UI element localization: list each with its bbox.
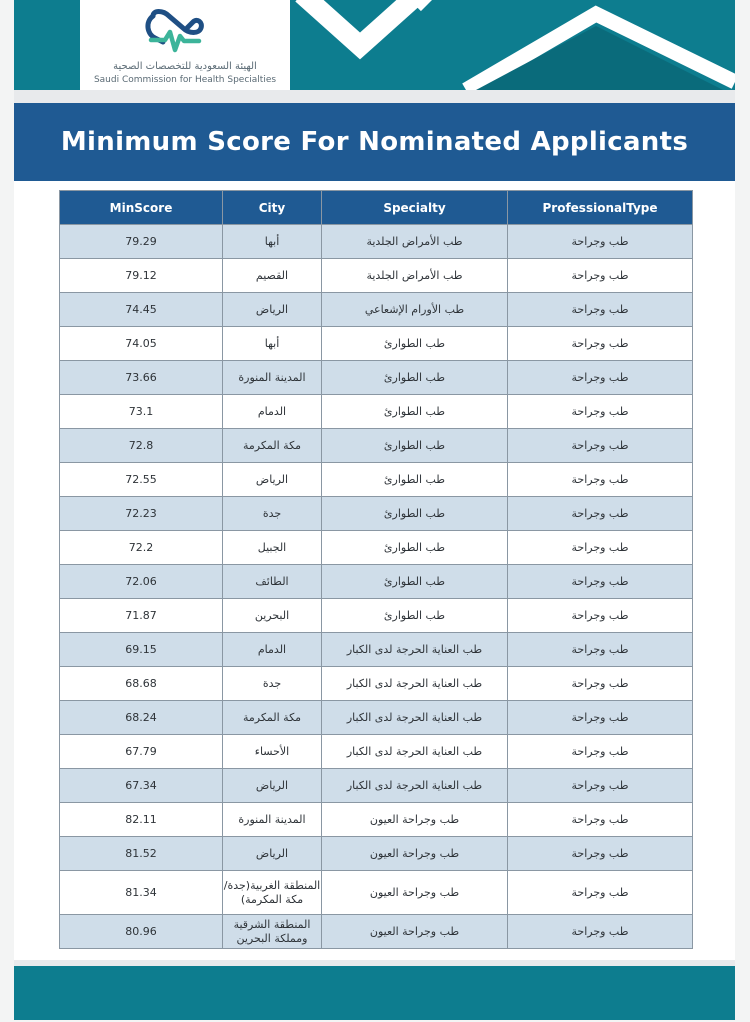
cell-professional-type: طب وجراحة — [508, 225, 693, 259]
cell-minscore: 82.11 — [60, 803, 223, 837]
cell-professional-type: طب وجراحة — [508, 565, 693, 599]
table-row — [60, 871, 693, 915]
cell-specialty: طب الطوارئ — [322, 531, 508, 565]
table-row — [60, 463, 693, 497]
cell-professional-type: طب وجراحة — [508, 429, 693, 463]
table-row — [60, 769, 693, 803]
table-row — [60, 225, 693, 259]
cell-city: المنطقة الشرقية ومملكة البحرين — [223, 915, 322, 949]
cell-minscore: 74.45 — [60, 293, 223, 327]
cell-specialty: طب الطوارئ — [322, 361, 508, 395]
cell-minscore: 67.34 — [60, 769, 223, 803]
cell-minscore: 72.55 — [60, 463, 223, 497]
cell-city: الجبيل — [223, 531, 322, 565]
table-header-row — [60, 191, 693, 225]
page-title: Minimum Score For Nominated Applicants — [60, 127, 689, 157]
cell-minscore: 73.1 — [60, 395, 223, 429]
header-city: City — [223, 191, 322, 225]
cell-specialty: طب الطوارئ — [322, 327, 508, 361]
table-row — [60, 259, 693, 293]
cell-city: مكة المكرمة — [223, 429, 322, 463]
cell-specialty: طب العناية الحرجة لدى الكبار — [322, 769, 508, 803]
cell-professional-type: طب وجراحة — [508, 293, 693, 327]
cell-city: الرياض — [223, 463, 322, 497]
cell-city: المنطقة الغربية(جدة/مكة المكرمة) — [223, 871, 322, 915]
table-row — [60, 327, 693, 361]
cell-minscore: 79.12 — [60, 259, 223, 293]
table-row — [60, 565, 693, 599]
cell-city: البحرين — [223, 599, 322, 633]
header-divider — [14, 90, 735, 103]
cell-specialty: طب الطوارئ — [322, 497, 508, 531]
cell-specialty: طب العناية الحرجة لدى الكبار — [322, 735, 508, 769]
table-row — [60, 633, 693, 667]
cell-specialty: طب الطوارئ — [322, 463, 508, 497]
cell-city: الرياض — [223, 769, 322, 803]
footer-banner — [14, 966, 735, 1020]
cell-professional-type: طب وجراحة — [508, 531, 693, 565]
cell-professional-type: طب وجراحة — [508, 701, 693, 735]
cell-professional-type: طب وجراحة — [508, 871, 693, 915]
cell-city: القصيم — [223, 259, 322, 293]
cell-professional-type: طب وجراحة — [508, 599, 693, 633]
cell-minscore: 74.05 — [60, 327, 223, 361]
cell-city: أبها — [223, 327, 322, 361]
table-row — [60, 497, 693, 531]
table-row — [60, 429, 693, 463]
cell-professional-type: طب وجراحة — [508, 769, 693, 803]
cell-professional-type: طب وجراحة — [508, 803, 693, 837]
cell-professional-type: طب وجراحة — [508, 327, 693, 361]
table-row — [60, 915, 693, 949]
cell-specialty: طب الطوارئ — [322, 599, 508, 633]
cell-city: الرياض — [223, 837, 322, 871]
cell-city: الدمام — [223, 395, 322, 429]
cell-city: الأحساء — [223, 735, 322, 769]
cell-minscore: 67.79 — [60, 735, 223, 769]
table-row — [60, 599, 693, 633]
cell-minscore: 72.23 — [60, 497, 223, 531]
cell-professional-type: طب وجراحة — [508, 915, 693, 949]
cell-specialty: طب وجراحة العيون — [322, 803, 508, 837]
cell-specialty: طب الطوارئ — [322, 395, 508, 429]
cell-professional-type: طب وجراحة — [508, 667, 693, 701]
scores-table — [59, 190, 693, 949]
scfhs-logo-icon — [143, 8, 209, 56]
cell-city: مكة المكرمة — [223, 701, 322, 735]
cell-specialty: طب الأمراض الجلدية — [322, 225, 508, 259]
cell-professional-type: طب وجراحة — [508, 837, 693, 871]
cell-professional-type: طب وجراحة — [508, 395, 693, 429]
cell-professional-type: طب وجراحة — [508, 735, 693, 769]
cell-city: جدة — [223, 667, 322, 701]
cell-professional-type: طب وجراحة — [508, 633, 693, 667]
table-row — [60, 735, 693, 769]
cell-city: الطائف — [223, 565, 322, 599]
cell-minscore: 69.15 — [60, 633, 223, 667]
table-row — [60, 531, 693, 565]
logo — [80, 0, 290, 90]
title-banner — [14, 103, 735, 181]
cell-specialty: طب العناية الحرجة لدى الكبار — [322, 667, 508, 701]
cell-specialty: طب الأورام الإشعاعي — [322, 293, 508, 327]
cell-city: الرياض — [223, 293, 322, 327]
table-row — [60, 361, 693, 395]
cell-professional-type: طب وجراحة — [508, 361, 693, 395]
cell-specialty: طب وجراحة العيون — [322, 837, 508, 871]
cell-minscore: 72.2 — [60, 531, 223, 565]
cell-minscore: 81.34 — [60, 871, 223, 915]
cell-professional-type: طب وجراحة — [508, 463, 693, 497]
cell-specialty: طب وجراحة العيون — [322, 915, 508, 949]
cell-city: الدمام — [223, 633, 322, 667]
cell-specialty: طب العناية الحرجة لدى الكبار — [322, 701, 508, 735]
table-row — [60, 701, 693, 735]
header-minscore: MinScore — [60, 191, 223, 225]
table-row — [60, 803, 693, 837]
header-specialty: Specialty — [322, 191, 508, 225]
cell-professional-type: طب وجراحة — [508, 259, 693, 293]
cell-city: جدة — [223, 497, 322, 531]
table-row — [60, 293, 693, 327]
cell-minscore: 79.29 — [60, 225, 223, 259]
header-banner — [14, 0, 735, 90]
cell-minscore: 68.68 — [60, 667, 223, 701]
cell-specialty: طب الطوارئ — [322, 565, 508, 599]
cell-minscore: 73.66 — [60, 361, 223, 395]
cell-minscore: 72.8 — [60, 429, 223, 463]
table-row — [60, 667, 693, 701]
cell-minscore: 72.06 — [60, 565, 223, 599]
cell-minscore: 80.96 — [60, 915, 223, 949]
cell-city: المدينة المنورة — [223, 361, 322, 395]
logo-english-name: Saudi Commission for Health Specialties — [93, 75, 277, 85]
logo-arabic-name: الهيئة السعودية للتخصصات الصحية — [113, 61, 257, 72]
cell-minscore: 81.52 — [60, 837, 223, 871]
cell-specialty: طب وجراحة العيون — [322, 871, 508, 915]
table-row — [60, 395, 693, 429]
table-row — [60, 837, 693, 871]
cell-city: المدينة المنورة — [223, 803, 322, 837]
cell-city: أبها — [223, 225, 322, 259]
cell-professional-type: طب وجراحة — [508, 497, 693, 531]
cell-minscore: 68.24 — [60, 701, 223, 735]
cell-specialty: طب العناية الحرجة لدى الكبار — [322, 633, 508, 667]
header-professional-type: ProfessionalType — [508, 191, 693, 225]
cell-specialty: طب الطوارئ — [322, 429, 508, 463]
cell-minscore: 71.87 — [60, 599, 223, 633]
cell-specialty: طب الأمراض الجلدية — [322, 259, 508, 293]
